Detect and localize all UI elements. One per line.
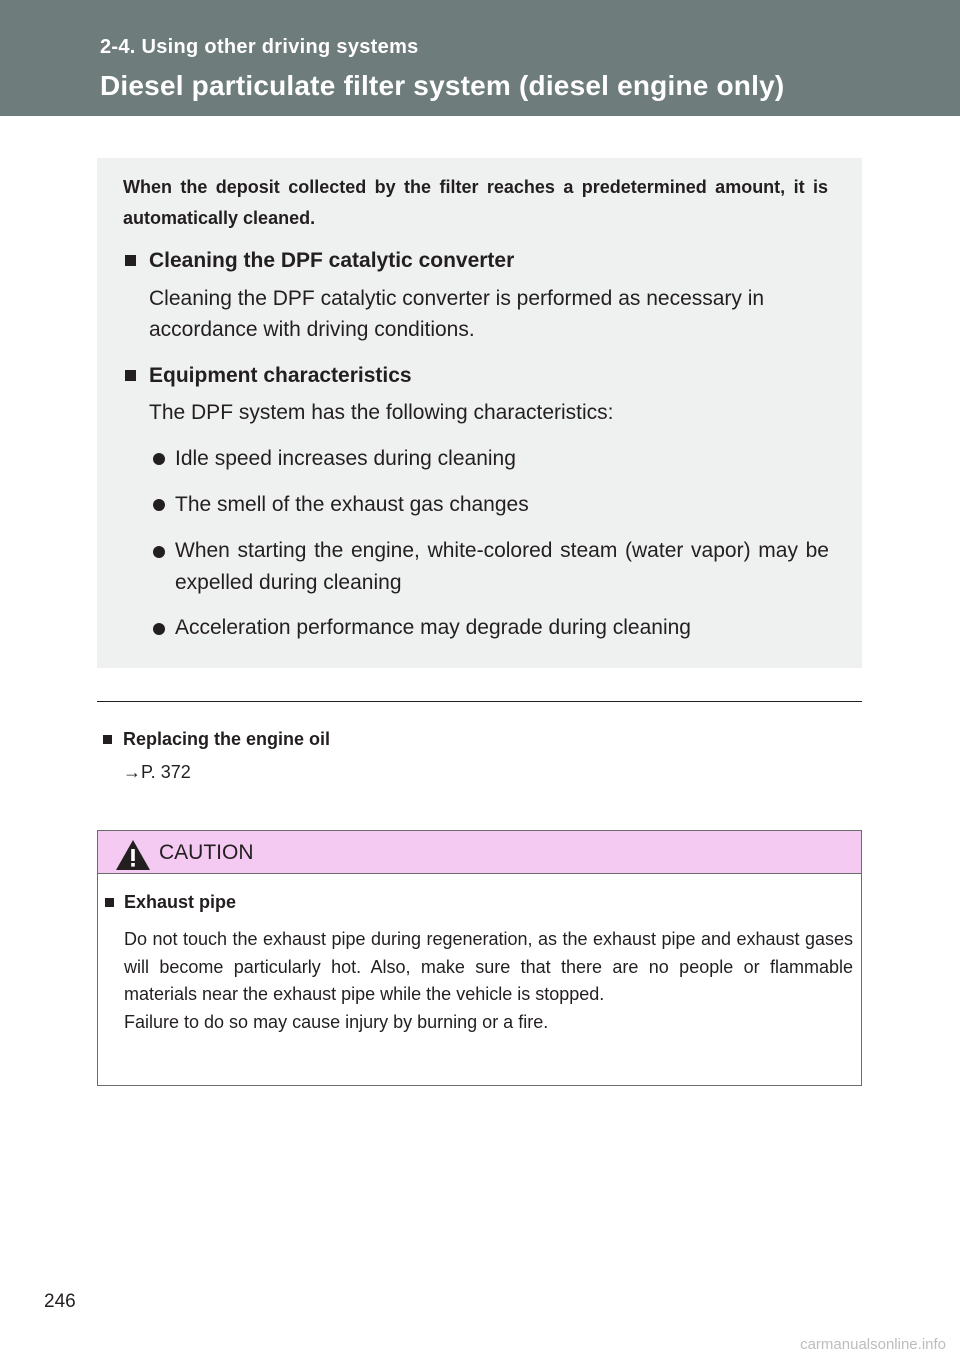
round-bullet-icon [153,499,165,511]
list-item: Acceleration performance may degrade during cleaning [175,616,691,639]
square-bullet-icon [125,370,136,381]
info-box [97,158,862,668]
section-label: 2-4. Using other driving systems [100,36,419,58]
round-bullet-icon [153,546,165,558]
cleaning-heading: Cleaning the DPF catalytic converter [149,249,515,272]
warning-triangle-icon [115,839,151,871]
arrow-icon: → [123,762,141,782]
caution-subheading: Exhaust pipe [124,892,237,912]
note-heading: Replacing the engine oil [123,729,331,749]
square-bullet-icon [125,255,136,266]
page-title: Diesel particulate filter system (diesel engine only) [100,70,785,101]
page-reference[interactable] [123,762,191,783]
equipment-heading: Equipment characteristics [149,364,412,387]
page-number: 246 [44,1291,76,1312]
caution-label: CAUTION [159,841,254,864]
square-bullet-icon [103,735,112,744]
watermark: carmanualsonline.info [800,1336,946,1353]
list-item: The smell of the exhaust gas changes [175,493,529,516]
caution-header [98,831,861,874]
section-divider [97,701,862,702]
page-header [0,0,960,116]
caution-paragraph: Do not touch the exhaust pipe during regeneration, as the exhaust pipe and exhaust gases will become particularly hot. Also, make sure that there are no people or flammable materials near the exhaust pipe while the vehicle is stopped. [124,929,853,1004]
round-bullet-icon [153,623,165,635]
round-bullet-icon [153,453,165,465]
caution-paragraph: Failure to do so may cause injury by burning or a fire. [124,1011,549,1032]
square-bullet-icon [105,898,114,907]
list-item: Idle speed increases during cleaning [175,447,516,470]
caution-text [124,926,853,1036]
intro-text: When the deposit collected by the filter reaches a predetermined amount, it is automatically cleaned. [123,177,828,228]
cleaning-body: Cleaning the DPF catalytic converter is performed as necessary in accordance with driving conditions. [149,287,765,341]
caution-box [97,830,862,1086]
equipment-body: The DPF system has the following characteristics: [149,401,614,424]
list-item: When starting the engine, white-colored steam (water vapor) may be expelled during cleaning [175,539,829,594]
page-reference-text: P. 372 [141,762,191,782]
